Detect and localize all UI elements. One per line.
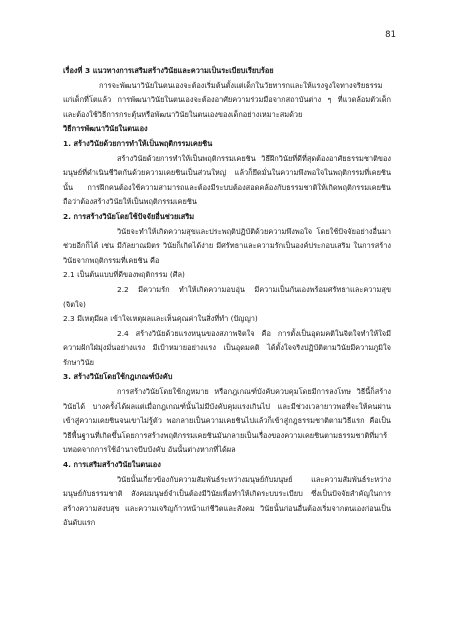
section-4-paragraph: วินัยนั้นเกี่ยวข้องกับความสัมพันธ์ระหว่างมนุษย์กับมนุษย์ และความสัมพันธ์ระหว่างมนุษย์กับธรรมชาติ สังคมมนุษย์จำเป็นต้องมีวินัยเพื่อทำให้เกิดระบบระเบียบ ซึ่งเป็นปัจจัยสำคัญในการสร้างความสงบสุข และความเจริญก้าวหน้าแก่ชีวิตและสังคม วินัยนั้นก่อนอื่นต้องเริ่มจากตนเองก่อนเป็นอันดับแรก [63,474,391,528]
section-2-heading: 2. การสร้างวินัยโดยใช้ปัจจัยอื่นช่วยเสริม [63,211,195,221]
page-number: 81 [385,30,396,40]
section-3-paragraph: การสร้างวินัยโดยใช้กฎหมาย หรือกฎเกณฑ์บังคับควบคุมโดยมีการลงโทษ วิธีนี้ก็สร้างวินัยได้ บางครั้งได้ผลแต่เมื่อกฎเกณฑ์นั้นไม่มีบังคับคุมแรงเกินไป และมีช่วงเวลายาวพอที่จะให้คนผ่านเข้าสู่ความเคยชินจนเขาไม่รู้ตัว พอกลายเป็นความเคยชินไปแล้วก็เข้าสู่กฎธรรมชาติตามวิธีแรก คือเป็นวิธีพื้นฐานที่เกิดขึ้นโดยการสร้างพฤติกรรมเคยชินมันกลายเป็นเรื่องของความเคยชินตามธรรมชาติที่มาร้บทอดจากการใช้อำนาจบีบบังคับ อันนั้นต่างหากที่ได้ผล [63,387,391,455]
section-2-item-3: 2.3 มีเหตุมีผล เข้าใจเหตุผลและเห็นคุณค่าในสิ่งที่ทำ (ปัญญา) [63,314,258,324]
section-2-item-4: 2.4 สร้างวินัยด้วยแรงหนุนของสภาพจิตใจ คือ การตั้งเป็นอุดมคติในจิตใจทำให้ใจมีความฝักใฝ่มุ่งมั่นอย่างแรง มีเป้าหมายอย่างแรง เป็นอุดมคติ ได้ตั้งใจจริงปฏิบัติตามวินัยมีความภูมิใจรักษาวินัย [63,328,391,367]
section-3-heading: 3. สร้างวินัยโดยใช้กฎเกณฑ์บังคับ [63,372,173,382]
method-heading: วิธีการพัฒนาวินัยในตนเอง [63,124,148,134]
section-2-item-2: 2.2 มีความรัก ทำให้เกิดความอบอุ่น มีความเป็นกันเองพร้อมศรัทธาและความสุข (จิตใจ) [63,284,391,309]
intro-paragraph: การจะพัฒนาวินัยในตนเองจะต้องเริ่มต้นตั้งแต่เด็กในวัยทารกและให้แรงจูงใจทางจริยธรรมแก่เด็กที่โตแล้ว การพัฒนาวินัยในตนเองจะต้องอาศัยความร่วมมือจากสถาบันต่าง ๆ ที่แวดล้อมตัวเด็กและต้องใช้วิธีการกระตุ้นหรือพัฒนาวินัยในตนเองของเด็กอย่างเหมาะสมด้วย [63,80,391,119]
chapter-title: เรื่องที่ 3 แนวทางการเสริมสร้างวินัยและความเป็นระเบียบเรียบร้อย [63,66,274,75]
section-4-heading: 4. การเสริมสร้างวินัยในตนเอง [63,460,161,470]
section-1-heading: 1. สร้างวินัยด้วยการทำให้เป็นพฤติกรรมเคยชิน [63,138,213,148]
section-1-paragraph: สร้างวินัยด้วยการทำให้เป็นพฤติกรรมเคยชิน วิธีฝึกวินัยที่ดีที่สุดต้องอาศัยธรรมชาติของมนุษย์ที่ดำเนินชีวิตกันด้วยความเคยชินเป็นส่วนใหญ่ แล้วก็ยึดมั่นในความพึงพอใจในพฤติกรรมที่เคยชินนั้น การฝึกคนต้องใช้ความสามารถและต้องมีระบบต้องสอดคล้องกับธรรมชาติให้เกิดพฤติกรรมเคยชิน ถือว่าต้องสร้างวินัยให้เป็นพฤติกรรมเคยชิน [63,153,391,207]
section-2-paragraph: วินัยจะทำให้เกิดความสุขและประพฤติปฏิบัติด้วยความพึงพอใจ โดยใช้ปัจจัยอย่างอื่นมาช่วยอีกก็ได้ เช่น มีกัลยาณมิตร วินัยก็เกิดได้ง่าย มีศรัทธาและความรักเป็นองค์ประกอบเสริม ในการสร้างวินัยจากพฤติกรรมที่เคยชิน คือ [63,226,391,265]
section-2-item-1: 2.1 เป็นต้นแบบที่ดีของพฤติกรรม (ศีล) [63,270,185,280]
page-content [63,64,391,531]
